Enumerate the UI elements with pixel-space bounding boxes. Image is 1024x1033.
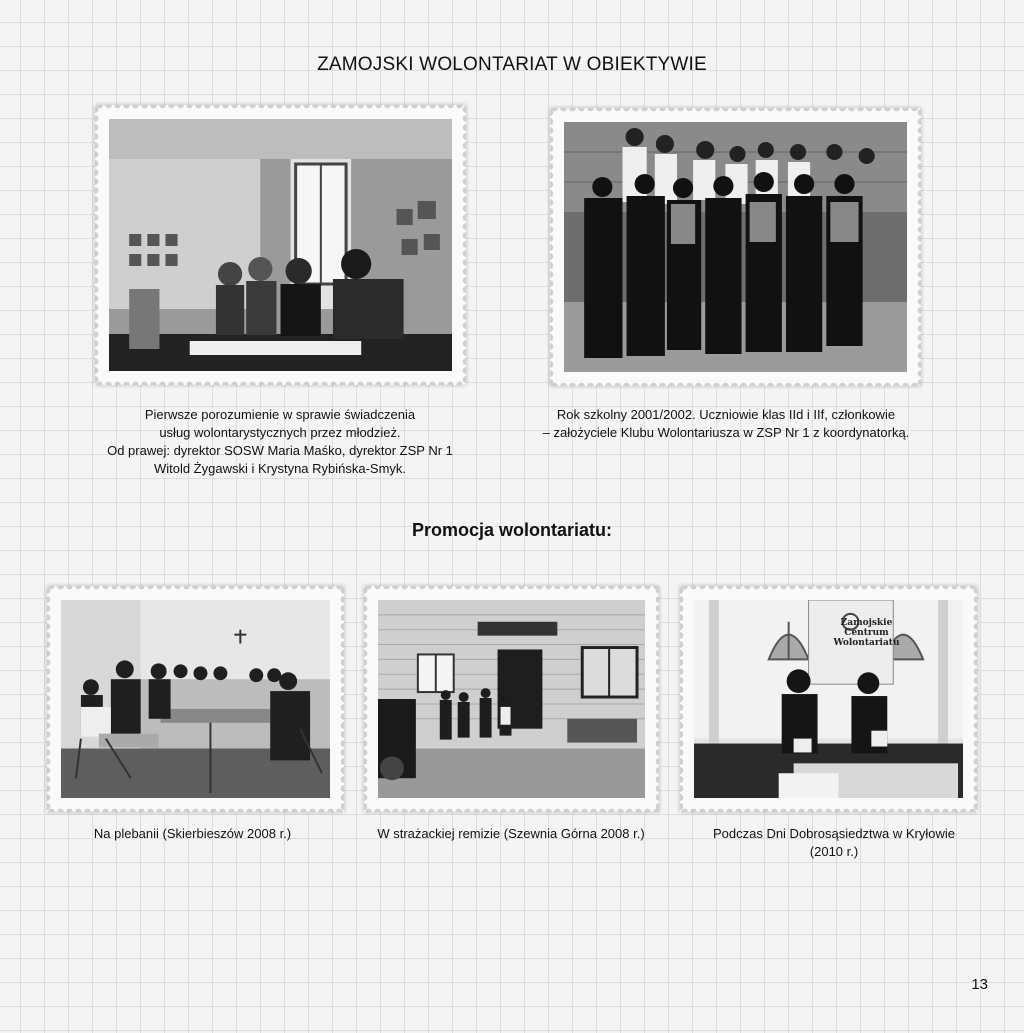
photo-signing bbox=[109, 119, 452, 371]
photo-frame-plebania bbox=[47, 586, 344, 812]
photo-remiza bbox=[378, 600, 645, 798]
caption-line: (2010 r.) bbox=[809, 844, 859, 859]
photo-frame-signing bbox=[95, 105, 466, 385]
caption-remiza bbox=[350, 825, 672, 843]
caption-line: usług wolontarystycznych przez młodzież. bbox=[159, 425, 401, 440]
page-title: ZAMOJSKI WOLONTARIAT W OBIEKTYWIE bbox=[317, 54, 707, 75]
photo-club bbox=[564, 122, 907, 372]
caption-signing bbox=[60, 406, 500, 478]
caption-line: Podczas Dni Dobrosąsiedztwa w Kryłowie bbox=[712, 826, 956, 841]
caption-krylow bbox=[680, 825, 988, 861]
banner-zamojskie-centrum-wolontariatu bbox=[825, 618, 908, 648]
banner-line: Centrum bbox=[844, 628, 889, 638]
caption-line: W strażackiej remizie (Szewnia Górna 2008 r.) bbox=[377, 826, 645, 841]
page-number: 13 bbox=[971, 976, 988, 993]
photo-krylow bbox=[694, 600, 963, 798]
caption-line: Rok szkolny 2001/2002. Uczniowie klas IId i IIf, członkowie bbox=[556, 407, 896, 422]
photo-frame-club bbox=[550, 108, 921, 386]
caption-plebania bbox=[40, 825, 345, 843]
photo-plebania bbox=[61, 600, 330, 798]
caption-line: Od prawej: dyrektor SOSW Maria Maśko, dyrektor ZSP Nr 1 bbox=[107, 443, 453, 458]
caption-club bbox=[510, 406, 942, 442]
caption-line: Na plebanii (Skierbieszów 2008 r.) bbox=[93, 826, 292, 841]
photo-frame-remiza bbox=[364, 586, 659, 812]
section-title: Promocja wolontariatu: bbox=[411, 520, 613, 540]
caption-line: Pierwsze porozumienie w sprawie świadczenia bbox=[144, 407, 416, 422]
caption-line: Witold Żygawski i Krystyna Rybińska-Smyk. bbox=[153, 461, 407, 476]
caption-line: – założyciele Klubu Wolontariusza w ZSP Nr 1 z koordynatorką. bbox=[542, 425, 910, 440]
banner-line: Zamojskie bbox=[840, 618, 893, 628]
banner-line: Wolontariatu bbox=[833, 638, 900, 648]
photo-frame-krylow bbox=[680, 586, 977, 812]
